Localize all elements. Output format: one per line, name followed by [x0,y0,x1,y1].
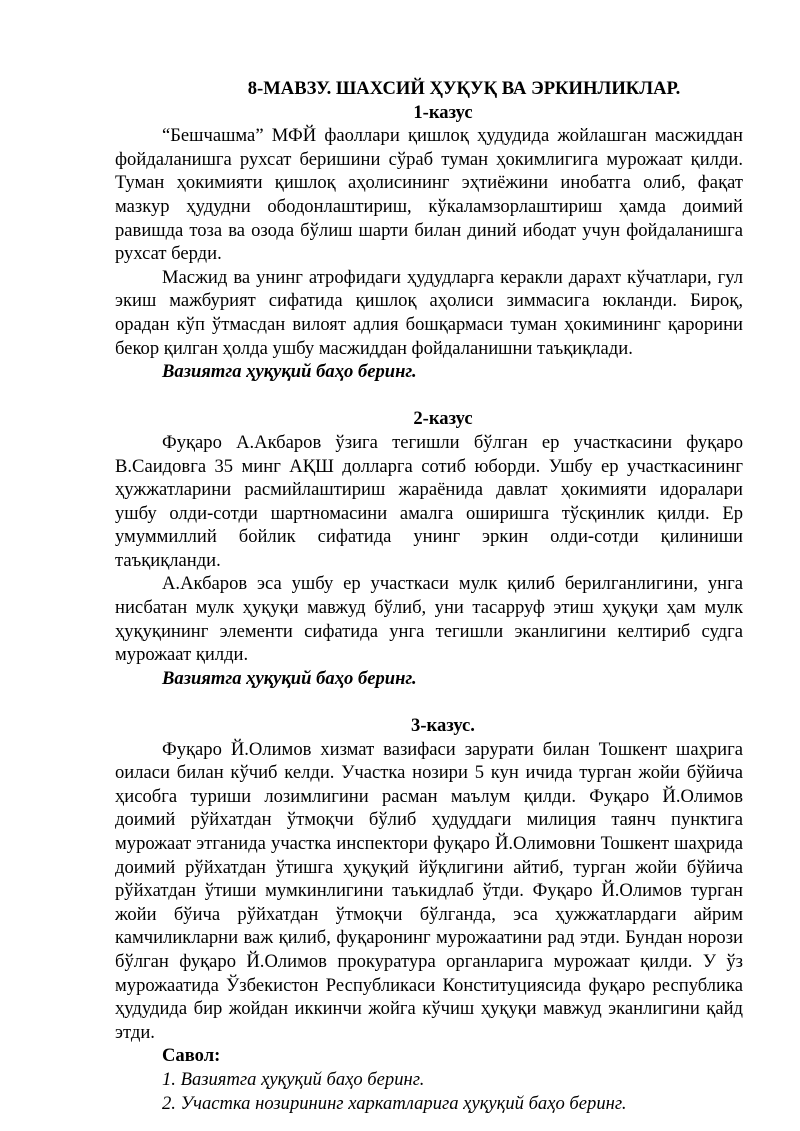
case-paragraph: Фуқаро А.Акбаров ўзига тегишли бўлган ер участкасини фуқаро В.Саидовга 35 минг АҚШ долларга сотиб юборди. Ушбу ер участкасининг ҳужжатларини расмийлаштириш жараёнида давлат ҳокимияти идоралари ушбу олди-сотди шартномасини амалга оширишга тўсқинлик қилди. Ер умуммиллий бойлик сифатида унинг эркин олди-сотди қилиниши таъқиқланди. [115,431,743,571]
case-heading: 2-казус [413,408,473,430]
case-3 [115,714,743,1115]
case-task: Вазиятга ҳуқуқий баҳо беринг. [162,667,417,689]
case-heading: 3-казус. [411,715,475,737]
document-title: 8-МАВЗУ. ШАХСИЙ ҲУҚУҚ ВА ЭРКИНЛИКЛАР. [247,78,681,99]
question-item: 2. Участка нозирининг харкатларига ҳуқуқий баҳо беринг. [162,1092,627,1114]
question-item: 1. Вазиятга ҳуқуқий баҳо беринг. [162,1068,425,1090]
case-2 [115,407,743,690]
question-label: Савол: [162,1045,221,1067]
case-heading: 1-казус [413,101,473,123]
case-paragraph: А.Акбаров эса ушбу ер участкаси мулк қилиб берилганлигини, унга нисбатан мулк ҳуқуқи мавжуд бўлиб, уни тасарруф этиш ҳуқуқи ҳам мулк ҳуқуқининг элементи сифатида унга тегишли эканлигини келтириб судга мурожаат қилди. [115,573,743,666]
section-spacer [115,384,743,408]
case-1 [115,101,743,384]
case-paragraph: “Бешчашма” МФЙ фаоллари қишлоқ ҳудудида жойлашган масжиддан фойдаланишга рухсат беришини сўраб туман ҳокимлигига мурожаат қилди. Туман ҳокимияти қишлоқ аҳолисининг эҳтиёжини инобатга олиб, фақат мазкур ҳудудни ободонлаштириш, кўкаламзорлаштириш ҳамда доимий равишда тоза ва озода бўлиш шарти билан диний ибодат учун фойдаланишга рухсат берди. [115,125,743,265]
case-paragraph: Фуқаро Й.Олимов хизмат вазифаси зарурати билан Тошкент шаҳрига оиласи билан кўчиб келди. Участка нозири 5 кун ичида турган жойи бўйича ҳисобга туриши лозимлигини расман маълум қилди. Фуқаро Й.Олимов доимий рўйхатдан ўтмоқчи бўлиб ҳудуддаги милиция таянч пунктига мурожаат этганида участка инспектори фуқаро Й.Олимовни Тошкент шаҳрида доимий рўйхатдан ўтишга ҳуқуқий йўқлигини айтиб, турган жойи бўйича рўйхатдан ўтиши мумкинлигини таъкидлаб ўтди. Фуқаро Й.Олимов турган жойи бўича рўйхатдан ўтмоқчи бўлганда, эса ҳужжатлардаги айрим камчиликларни важ қилиб, фуқаронинг мурожаатини рад этди. Бундан норози бўлган фуқаро Й.Олимов прокуратура органларига мурожаат қилди. У ўз мурожаатида Ўзбекистон Республикаси Конституциясида фуқаро республика ҳудудида бир жойдан иккинчи жойга кўчиш ҳуқуқи мавжуд эканлигини қайд этди. [115,738,743,1043]
section-spacer [115,690,743,714]
case-task: Вазиятга ҳуқуқий баҳо беринг. [162,361,417,383]
case-paragraph: Масжид ва унинг атрофидаги ҳудудларга керакли дарахт кўчатлари, гул экиш мажбурият сифатида қишлоқ аҳолиси зиммасига юкланди. Бироқ, орадан кўп ўтмасдан вилоят адлия бошқармаси туман ҳокимининг қарорини бекор қилган ҳолда ушбу масжиддан фойдаланишни таъқиқлади. [115,266,743,359]
